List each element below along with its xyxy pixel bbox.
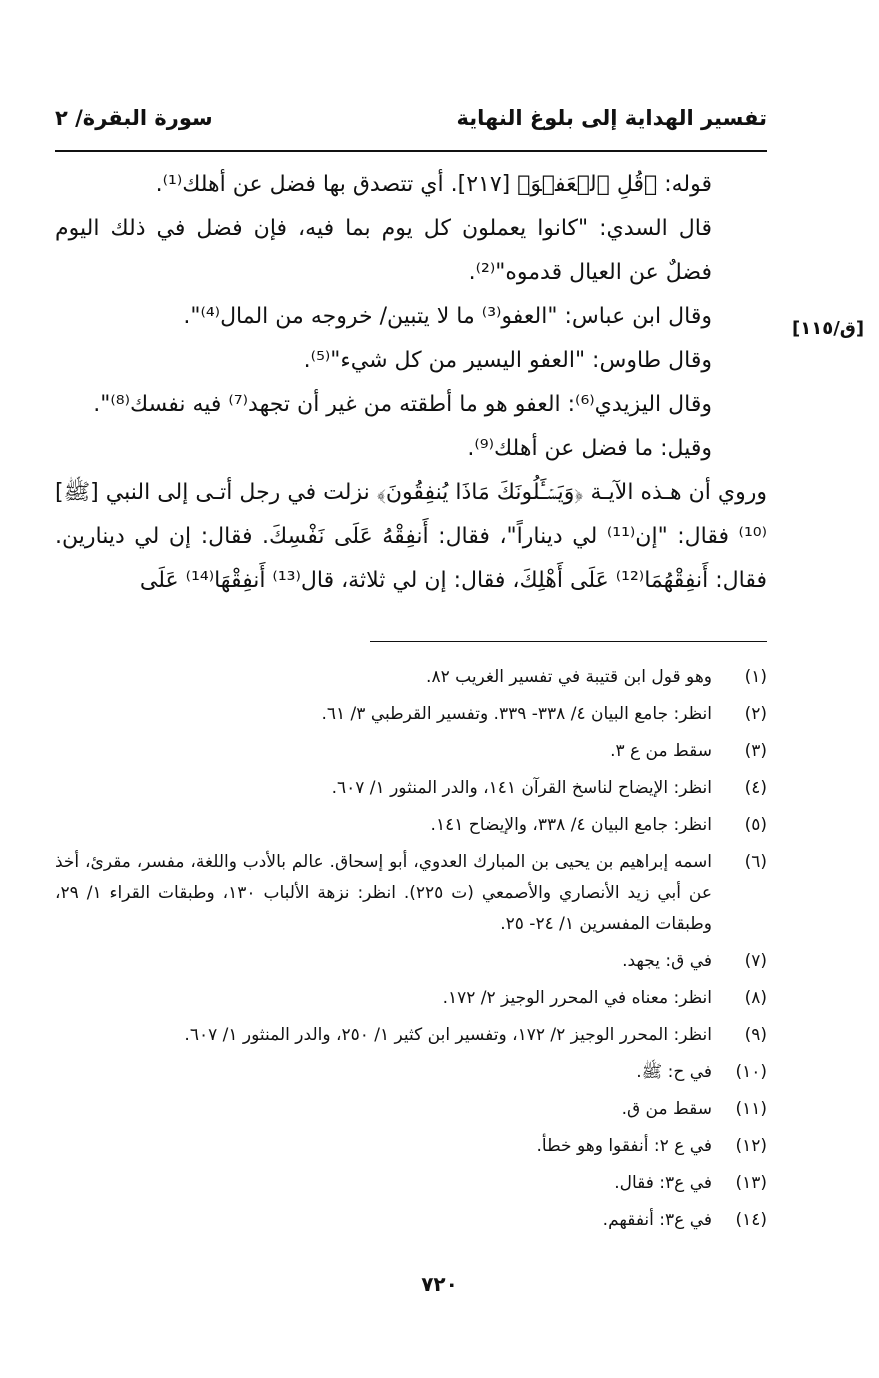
footnote-text: انظر: الإيضاح لناسخ القرآن ١٤١، والدر المنثور ١/ ٦٠٧. xyxy=(331,778,712,798)
footnote xyxy=(55,1020,767,1051)
footnote-text: وهو قول ابن قتيبة في تفسير الغريب ٨٢. xyxy=(426,667,712,687)
footnote-separator xyxy=(370,641,767,642)
footnote-text: في ح: ﷺ. xyxy=(636,1062,712,1082)
footnote-text: انظر: معناه في المحرر الوجيز ٢/ ١٧٢. xyxy=(442,988,712,1008)
footnote-number: (٦) xyxy=(744,852,767,872)
footnote-number: (٥) xyxy=(744,815,767,835)
paragraph: قال السدي: "كانوا يعملون كل يوم بما فيه، فإن فضل في ذلك اليوم فضلٌ عن العيال قدموه"⁽²⁾. xyxy=(55,216,712,285)
footnote-number: (١٣) xyxy=(735,1173,767,1193)
footnote xyxy=(55,736,767,767)
paragraph: وروي أن هـذه الآيـة ﴿وَيَسۡـَٔلُونَكَ مَاذَا يُنفِقُونَ﴾ نزلت في رجل أتـى إلى النبي [ﷺ]⁽¹⁰⁾ فقال: "إن⁽¹¹⁾ لي ديناراً"، فقال: أَنفِقْهُ عَلَى نَفْسِكَ. فقال: إن لي دينارين. فقال: أَنفِقْهُمَا⁽¹²⁾ عَلَى أَهْلِكَ، فقال: إن لي ثلاثة، قال⁽¹³⁾ أَنفِقْهَا⁽¹⁴⁾ عَلَى xyxy=(55,480,767,593)
footnote xyxy=(55,1094,767,1125)
running-header xyxy=(55,106,767,136)
footnote-number: (١١) xyxy=(735,1099,767,1119)
footnote xyxy=(55,1057,767,1088)
footnote-text: انظر: المحرر الوجيز ٢/ ١٧٢، وتفسير ابن كثير ١/ ٢٥٠، والدر المنثور ١/ ٦٠٧. xyxy=(184,1025,712,1045)
footnote xyxy=(55,946,767,977)
footnote-number: (١٢) xyxy=(735,1136,767,1156)
footnote xyxy=(55,810,767,841)
footnote-number: (١٠) xyxy=(735,1062,767,1082)
footnote-text: انظر: جامع البيان ٤/ ٣٣٨، والإيضاح ١٤١. xyxy=(430,815,712,835)
footnote-number: (٤) xyxy=(744,778,767,798)
footnote xyxy=(55,773,767,804)
footnote xyxy=(55,847,767,940)
footnote-number: (١) xyxy=(744,667,767,687)
footnote xyxy=(55,983,767,1014)
footnote-text: في ع٣: فقال. xyxy=(614,1173,712,1193)
book-title: تفسير الهداية إلى بلوغ النهاية xyxy=(456,106,767,130)
footnote-text: في ق: يجهد. xyxy=(622,951,712,971)
footnote-number: (١٤) xyxy=(735,1210,767,1230)
footnote-text: اسمه إبراهيم بن يحيى بن المبارك العدوي، أبو إسحاق. عالم بالأدب واللغة، مفسر، مقرئ، أخذ عن أبي زيد الأنصاري والأصمعي (ت ٢٢٥). انظر: نزهة الألباب ١٣٠، وطبقات القراء ١/ ٢٩، وطبقات المفسرين ١/ ٢٤- ٢٥. xyxy=(55,852,712,934)
footnote-number: (٢) xyxy=(744,704,767,724)
manuscript-folio-ref: [ق/١١٥] xyxy=(792,318,865,339)
footnote-number: (٩) xyxy=(744,1025,767,1045)
footnote-text: سقط من ع ٣. xyxy=(610,741,712,761)
paragraph: قوله: ﴿قُلِ ٱلۡعَفۡوَ﴾ [٢١٧]. أي تتصدق بها فضل عن أهلك⁽¹⁾. xyxy=(155,172,712,197)
footnote xyxy=(55,1205,767,1236)
page-number: ٧٢٠ xyxy=(421,1272,458,1296)
footnote-number: (٣) xyxy=(744,741,767,761)
footnote xyxy=(55,1131,767,1162)
footnote xyxy=(55,699,767,730)
surah-label: سورة البقرة/ ٢ xyxy=(55,106,213,130)
footnote xyxy=(55,1168,767,1199)
footnote-text: انظر: جامع البيان ٤/ ٣٣٨- ٣٣٩. وتفسير القرطبي ٣/ ٦١. xyxy=(321,704,712,724)
footnote-text: في ع٣: أنفقهم. xyxy=(602,1210,712,1230)
paragraph: وقال طاوس: "العفو اليسير من كل شيء"⁽⁵⁾. xyxy=(303,348,712,373)
main-text xyxy=(55,163,767,603)
footnote-number: (٨) xyxy=(744,988,767,1008)
footnote-number: (٧) xyxy=(744,951,767,971)
footnote-text: سقط من ق. xyxy=(621,1099,712,1119)
paragraph: وقال ابن عباس: "العفو⁽³⁾ ما لا يتبين/ خروجه من المال⁽⁴⁾". xyxy=(183,304,712,329)
footnotes xyxy=(55,662,767,1242)
footnote-text: في ع ٢: أنفقوا وهو خطأ. xyxy=(536,1136,712,1156)
paragraph: وقيل: ما فضل عن أهلك⁽⁹⁾. xyxy=(467,436,712,461)
footnote xyxy=(55,662,767,693)
header-rule xyxy=(55,150,767,152)
paragraph: وقال اليزيدي⁽⁶⁾: العفو هو ما أطقته من غير أن تجهد⁽⁷⁾ فيه نفسك⁽⁸⁾". xyxy=(93,392,712,417)
